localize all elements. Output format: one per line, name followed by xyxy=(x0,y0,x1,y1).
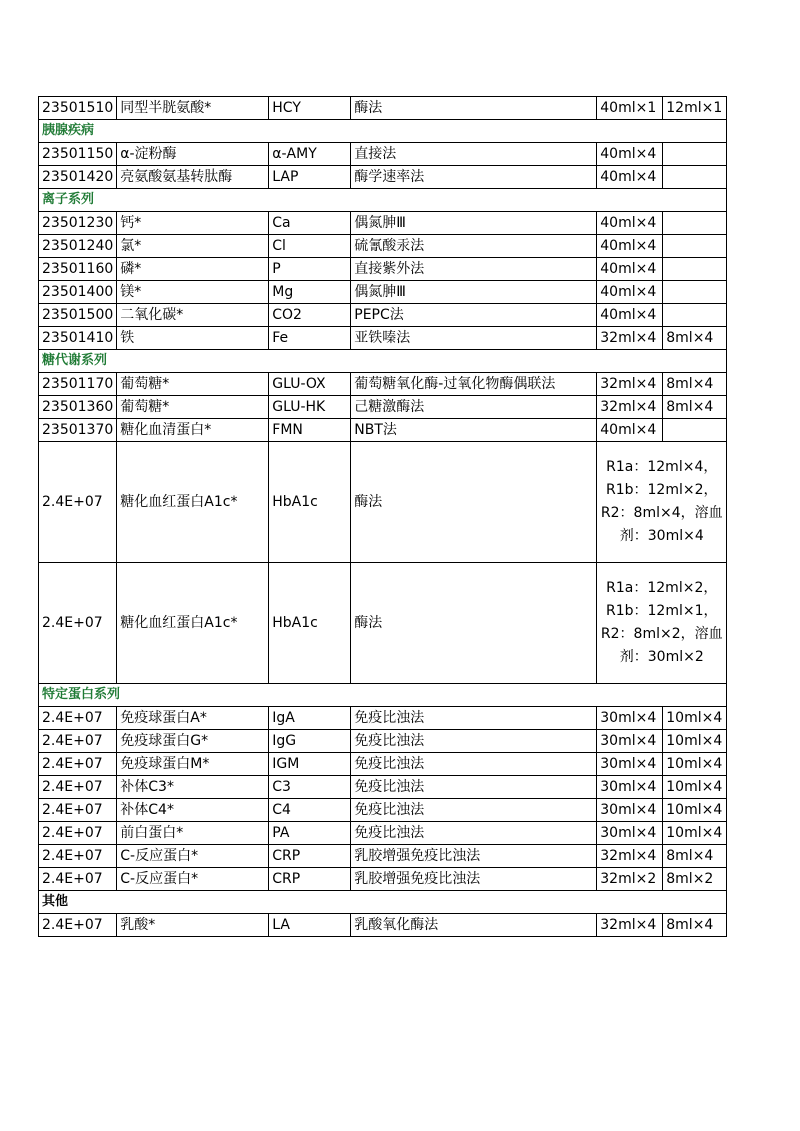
product-name: 钙* xyxy=(117,212,269,235)
product-name: 亮氨酸氨基转肽酶 xyxy=(117,166,269,189)
abbreviation: C3 xyxy=(269,776,351,799)
table-row xyxy=(39,166,727,189)
section-header: 其他 xyxy=(39,891,727,914)
product-code: 2.4E+07 xyxy=(39,707,117,730)
product-code: 23501420 xyxy=(39,166,117,189)
section-header-row xyxy=(39,684,727,707)
package-spec-small: 8ml×4 xyxy=(663,327,727,350)
abbreviation: IGM xyxy=(269,753,351,776)
product-code: 2.4E+07 xyxy=(39,563,117,684)
method: 酶学速率法 xyxy=(351,166,597,189)
method: 偶氮胂Ⅲ xyxy=(351,281,597,304)
product-name: 补体C4* xyxy=(117,799,269,822)
method: 直接法 xyxy=(351,143,597,166)
method: 免疫比浊法 xyxy=(351,776,597,799)
section-header: 糖代谢系列 xyxy=(39,350,727,373)
table-row xyxy=(39,258,727,281)
package-spec-large: 40ml×4 xyxy=(597,304,663,327)
product-name: 铁 xyxy=(117,327,269,350)
product-code: 23501240 xyxy=(39,235,117,258)
package-spec-small: 12ml×1 xyxy=(663,97,727,120)
package-spec-large: 40ml×4 xyxy=(597,212,663,235)
table-row xyxy=(39,730,727,753)
package-spec-large: 30ml×4 xyxy=(597,753,663,776)
abbreviation: PA xyxy=(269,822,351,845)
package-spec-small: 10ml×4 xyxy=(663,753,727,776)
method: 酶法 xyxy=(351,97,597,120)
table-row xyxy=(39,419,727,442)
product-name: 乳酸* xyxy=(117,914,269,937)
method: PEPC法 xyxy=(351,304,597,327)
abbreviation: IgG xyxy=(269,730,351,753)
table-row xyxy=(39,97,727,120)
abbreviation: Fe xyxy=(269,327,351,350)
package-spec-small: 8ml×4 xyxy=(663,396,727,419)
package-spec-large: 40ml×4 xyxy=(597,235,663,258)
product-name: 葡萄糖* xyxy=(117,396,269,419)
package-spec-large: 30ml×4 xyxy=(597,776,663,799)
product-code: 23501500 xyxy=(39,304,117,327)
package-spec-large: 30ml×4 xyxy=(597,707,663,730)
package-spec-small: 8ml×4 xyxy=(663,845,727,868)
product-name: 葡萄糖* xyxy=(117,373,269,396)
product-code: 2.4E+07 xyxy=(39,845,117,868)
table-row xyxy=(39,753,727,776)
product-code: 23501170 xyxy=(39,373,117,396)
product-code: 2.4E+07 xyxy=(39,753,117,776)
method: 乳胶增强免疫比浊法 xyxy=(351,845,597,868)
product-name: 镁* xyxy=(117,281,269,304)
table-row xyxy=(39,281,727,304)
method: 偶氮胂Ⅲ xyxy=(351,212,597,235)
section-header-row xyxy=(39,891,727,914)
table-row xyxy=(39,563,727,684)
method: 免疫比浊法 xyxy=(351,753,597,776)
abbreviation: Mg xyxy=(269,281,351,304)
product-code: 23501510 xyxy=(39,97,117,120)
package-spec-small: 10ml×4 xyxy=(663,730,727,753)
table-row xyxy=(39,799,727,822)
product-name: 免疫球蛋白A* xyxy=(117,707,269,730)
product-name: α-淀粉酶 xyxy=(117,143,269,166)
package-spec-large: 32ml×2 xyxy=(597,868,663,891)
abbreviation: Ca xyxy=(269,212,351,235)
method: 酶法 xyxy=(351,442,597,563)
product-code: 2.4E+07 xyxy=(39,442,117,563)
package-spec-small xyxy=(663,143,727,166)
abbreviation: P xyxy=(269,258,351,281)
section-header: 离子系列 xyxy=(39,189,727,212)
package-spec-small xyxy=(663,235,727,258)
section-header-row xyxy=(39,350,727,373)
method: 免疫比浊法 xyxy=(351,822,597,845)
package-spec-small: 10ml×4 xyxy=(663,776,727,799)
product-code: 2.4E+07 xyxy=(39,822,117,845)
table-row xyxy=(39,822,727,845)
table-row xyxy=(39,304,727,327)
abbreviation: Cl xyxy=(269,235,351,258)
reagent-table-body xyxy=(39,97,727,937)
package-spec-small xyxy=(663,258,727,281)
package-spec-large: 40ml×4 xyxy=(597,281,663,304)
abbreviation: GLU-OX xyxy=(269,373,351,396)
abbreviation: HCY xyxy=(269,97,351,120)
package-spec: R1a：12ml×4，R1b：12ml×2，R2：8ml×4，溶血剂：30ml×4 xyxy=(597,442,727,563)
package-spec-large: 40ml×1 xyxy=(597,97,663,120)
product-code: 23501160 xyxy=(39,258,117,281)
product-name: 二氧化碳* xyxy=(117,304,269,327)
abbreviation: IgA xyxy=(269,707,351,730)
table-row xyxy=(39,143,727,166)
product-name: 糖化血清蛋白* xyxy=(117,419,269,442)
product-name: 磷* xyxy=(117,258,269,281)
product-name: 免疫球蛋白G* xyxy=(117,730,269,753)
product-code: 2.4E+07 xyxy=(39,799,117,822)
abbreviation: HbA1c xyxy=(269,563,351,684)
table-row xyxy=(39,373,727,396)
product-code: 23501370 xyxy=(39,419,117,442)
package-spec-small: 8ml×4 xyxy=(663,373,727,396)
package-spec-small xyxy=(663,304,727,327)
product-name: 氯* xyxy=(117,235,269,258)
package-spec-large: 40ml×4 xyxy=(597,258,663,281)
package-spec-large: 40ml×4 xyxy=(597,419,663,442)
section-header-row xyxy=(39,120,727,143)
product-code: 23501230 xyxy=(39,212,117,235)
package-spec-small xyxy=(663,419,727,442)
package-spec-small xyxy=(663,281,727,304)
product-name: 免疫球蛋白M* xyxy=(117,753,269,776)
package-spec-small xyxy=(663,212,727,235)
package-spec-large: 30ml×4 xyxy=(597,799,663,822)
package-spec-large: 32ml×4 xyxy=(597,845,663,868)
reagent-table xyxy=(38,96,727,937)
abbreviation: HbA1c xyxy=(269,442,351,563)
table-row xyxy=(39,868,727,891)
product-code: 2.4E+07 xyxy=(39,776,117,799)
package-spec-large: 32ml×4 xyxy=(597,914,663,937)
package-spec-small: 10ml×4 xyxy=(663,707,727,730)
section-header: 特定蛋白系列 xyxy=(39,684,727,707)
method: 己糖激酶法 xyxy=(351,396,597,419)
product-name: C-反应蛋白* xyxy=(117,845,269,868)
method: 亚铁嗪法 xyxy=(351,327,597,350)
package-spec-small xyxy=(663,166,727,189)
method: NBT法 xyxy=(351,419,597,442)
package-spec-large: 32ml×4 xyxy=(597,396,663,419)
product-code: 23501400 xyxy=(39,281,117,304)
product-name: 补体C3* xyxy=(117,776,269,799)
package-spec-large: 30ml×4 xyxy=(597,730,663,753)
package-spec-large: 32ml×4 xyxy=(597,327,663,350)
method: 免疫比浊法 xyxy=(351,707,597,730)
product-code: 2.4E+07 xyxy=(39,730,117,753)
method: 酶法 xyxy=(351,563,597,684)
product-code: 23501410 xyxy=(39,327,117,350)
method: 免疫比浊法 xyxy=(351,730,597,753)
product-name: C-反应蛋白* xyxy=(117,868,269,891)
method: 乳酸氧化酶法 xyxy=(351,914,597,937)
abbreviation: GLU-HK xyxy=(269,396,351,419)
product-code: 23501360 xyxy=(39,396,117,419)
abbreviation: LA xyxy=(269,914,351,937)
table-row xyxy=(39,442,727,563)
method: 硫氰酸汞法 xyxy=(351,235,597,258)
package-spec-small: 10ml×4 xyxy=(663,822,727,845)
table-row xyxy=(39,776,727,799)
table-row xyxy=(39,396,727,419)
product-code: 23501150 xyxy=(39,143,117,166)
method: 葡萄糖氧化酶-过氧化物酶偶联法 xyxy=(351,373,597,396)
section-header: 胰腺疾病 xyxy=(39,120,727,143)
abbreviation: LAP xyxy=(269,166,351,189)
abbreviation: C4 xyxy=(269,799,351,822)
table-row xyxy=(39,235,727,258)
product-name: 前白蛋白* xyxy=(117,822,269,845)
package-spec-small: 8ml×4 xyxy=(663,914,727,937)
package-spec-large: 30ml×4 xyxy=(597,822,663,845)
product-name: 同型半胱氨酸* xyxy=(117,97,269,120)
package-spec-large: 40ml×4 xyxy=(597,143,663,166)
product-name: 糖化血红蛋白A1c* xyxy=(117,442,269,563)
package-spec-small: 8ml×2 xyxy=(663,868,727,891)
product-name: 糖化血红蛋白A1c* xyxy=(117,563,269,684)
abbreviation: CRP xyxy=(269,868,351,891)
package-spec: R1a：12ml×2，R1b：12ml×1，R2：8ml×2，溶血剂：30ml×2 xyxy=(597,563,727,684)
table-row xyxy=(39,212,727,235)
method: 免疫比浊法 xyxy=(351,799,597,822)
method: 乳胶增强免疫比浊法 xyxy=(351,868,597,891)
abbreviation: α-AMY xyxy=(269,143,351,166)
product-code: 2.4E+07 xyxy=(39,868,117,891)
abbreviation: CO2 xyxy=(269,304,351,327)
package-spec-large: 32ml×4 xyxy=(597,373,663,396)
table-row xyxy=(39,707,727,730)
method: 直接紫外法 xyxy=(351,258,597,281)
abbreviation: CRP xyxy=(269,845,351,868)
table-row xyxy=(39,914,727,937)
package-spec-large: 40ml×4 xyxy=(597,166,663,189)
product-code: 2.4E+07 xyxy=(39,914,117,937)
table-row xyxy=(39,327,727,350)
table-row xyxy=(39,845,727,868)
abbreviation: FMN xyxy=(269,419,351,442)
package-spec-small: 10ml×4 xyxy=(663,799,727,822)
section-header-row xyxy=(39,189,727,212)
